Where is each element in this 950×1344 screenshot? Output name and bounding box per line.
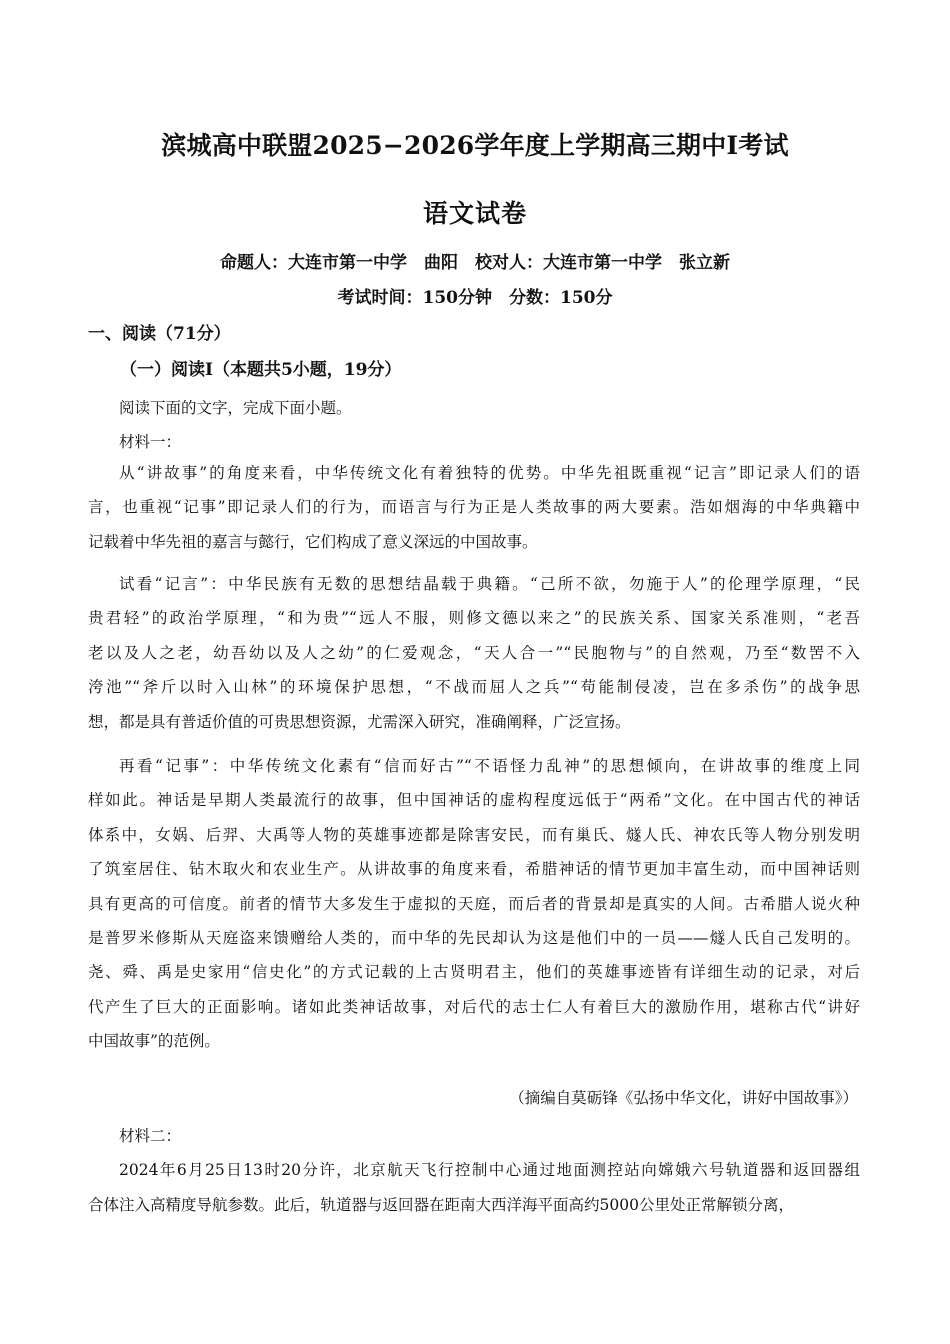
paragraph-line: 从“讲故事”的角度来看，中华传统文化有着独特的优势。中华先祖既重视“记言”即记录人们的语 [119, 464, 860, 482]
exam-time-score-line: 考试时间：150分钟 分数：150分 [337, 288, 613, 308]
paragraph-line: 老以及人之老，幼吾幼以及人之幼”的仁爱观念，“天人合一”“民胞物与”的自然观，乃至“数罟不入 [88, 643, 860, 662]
paragraph-line: 洿池”“斧斤以时入山林”的环境保护思想，“不战而屈人之兵”“苟能制侵凌，岂在多杀伤”的战争思 [88, 678, 860, 697]
paragraph-1 [88, 456, 860, 559]
material1-label: 材料一： [119, 433, 182, 452]
paragraph-line: 试看“记言”：中华民族有无数的思想结晶载于典籍。“己所不欲，勿施于人”的伦理学原理，“民 [119, 575, 860, 593]
paragraph-line: 样如此。神话是早期人类最流行的故事，但中国神话的虚构程度远低于“两希”文化。在中国古代的神话 [88, 791, 860, 810]
paragraph-line: 中国故事”的范例。 [88, 1032, 220, 1051]
paragraph-line: 具有更高的可信度。前者的情节大多发生于虚拟的天庭，而后者的背景却是真实的人间。古希腊人说火种 [88, 894, 860, 913]
paragraph-line: 是普罗米修斯从天庭盗来馈赠给人类的，而中华的先民却认为这是他们中的一员——燧人氏自己发明的。 [88, 928, 860, 947]
paragraph-3 [88, 749, 860, 1059]
paragraph-line: 想，都是具有普适价值的可贵思想资源，尤需深入研究，准确阐释，广泛宣扬。 [88, 712, 631, 731]
paragraph-line: 贵君轻”的政治学原理，“和为贵”“远人不服，则修文德以来之”的民族关系、国家关系准则，“老吾 [88, 609, 860, 628]
paragraph-line: 尧、舜、禹是史家用“信史化”的方式记载的上古贤明君主，他们的英雄事迹皆有详细生动的记录，对后 [88, 963, 860, 982]
paragraph-line: 再看“记事”：中华传统文化素有“信而好古”“不语怪力乱神”的思想倾向，在讲故事的维度上同 [119, 757, 860, 775]
paragraph-line: 代产生了巨大的正面影响。诸如此类神话故事，对后代的志士仁人有着巨大的激励作用，堪称古代“讲好 [88, 997, 860, 1016]
paragraph-line: 记载着中华先祖的嘉言与懿行，它们构成了意义深远的中国故事。 [88, 532, 538, 551]
exam-main-title: 滨城高中联盟2025−2026学年度上学期高三期中Ⅰ考试 [161, 131, 789, 160]
source-citation: （摘编自莫砺锋《弘扬中华文化，讲好中国故事》） [509, 1089, 858, 1107]
section-heading: 一、阅读（71分） [88, 324, 231, 344]
material2-block [88, 1119, 860, 1222]
paragraph-line: 体系中，女娲、后羿、大禹等人物的英雄事迹都是除害安民，而有巢氏、燧人氏、神农氏等人物分别发明 [88, 825, 860, 844]
instruction-text: 阅读下面的文字，完成下面小题。 [119, 399, 352, 417]
paragraph-line: 了筑室居住、钻木取火和农业生产。从讲故事的角度来看，希腊神话的情节更加丰富生动，而中国神话则 [88, 860, 860, 879]
subsection-heading: （一）阅读Ⅰ（本题共5小题，19分） [120, 360, 402, 380]
paragraph-line: 2024年6月25日13时20分许，北京航天飞行控制中心通过地面测控站向嫦娥六号轨道器和返回器组 [119, 1161, 860, 1180]
paragraph-2 [88, 567, 860, 739]
authors-line: 命题人：大连市第一中学 曲阳 校对人：大连市第一中学 张立新 [220, 253, 730, 273]
material2-label: 材料二： [119, 1127, 182, 1145]
paragraph-line: 言，也重视“记事”即记录人们的行为，而语言与行为正是人类故事的两大要素。浩如烟海的中华典籍中 [88, 498, 860, 517]
instruction-block [88, 391, 860, 460]
exam-subject-title: 语文试卷 [422, 199, 527, 228]
paragraph-line: 合体注入高精度导航参数。此后，轨道器与返回器在距南大西洋海平面高约5000公里处正常解锁分离， [88, 1195, 794, 1214]
